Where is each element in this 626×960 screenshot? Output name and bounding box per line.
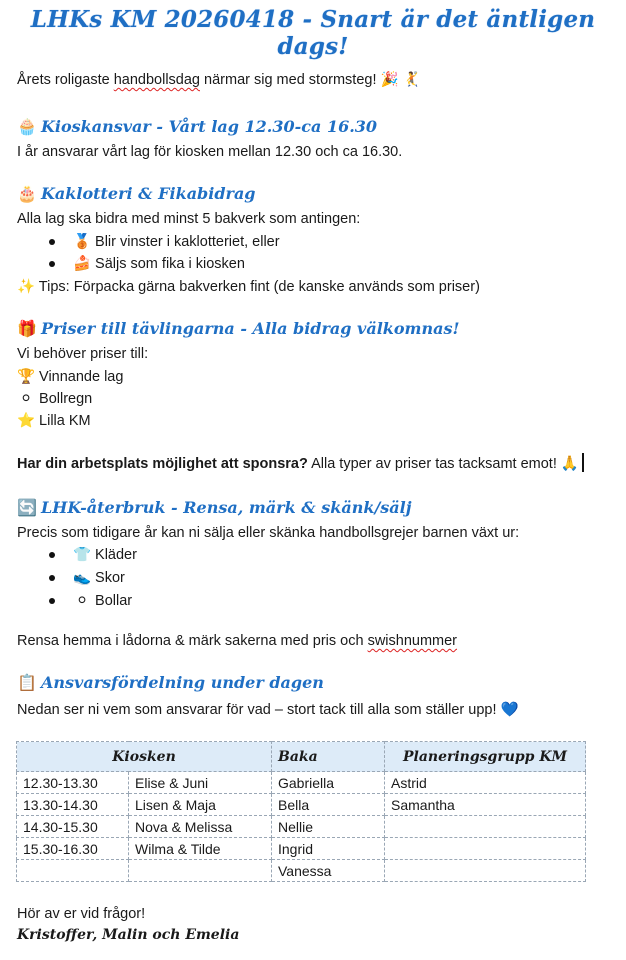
ball-icon: ⚪ (19, 391, 33, 407)
cell-time: 14.30-15.30 (17, 816, 129, 838)
bronze-medal-icon: 🥉 (73, 234, 92, 250)
kiosk-text: I år ansvarar vårt lag för kiosken mellan 12.30 och ca 16.30. (17, 144, 403, 160)
sparkles-icon: ✨ (17, 279, 36, 295)
table-row (17, 838, 586, 860)
recycle-arrows-icon: 🔄 (17, 498, 37, 517)
table-row (17, 772, 586, 794)
shoe-icon: 👟 (73, 570, 92, 586)
trophy-icon: 🏆 (17, 369, 36, 385)
document-title: LHKs KM 20260418 - Snart är det äntligen dags! (30, 6, 596, 60)
star-icon: ⭐ (17, 413, 36, 429)
table-row (17, 860, 586, 882)
table-header-row (17, 742, 586, 772)
list-item: 🍰 Säljs som fika i kiosken (73, 256, 245, 272)
gift-icon: 🎁 (17, 319, 37, 338)
lottery-text: Alla lag ska bidra med minst 5 bakverk som antingen: (17, 211, 361, 227)
bullet-dot (49, 552, 55, 558)
list-item: ⚪ Bollar (73, 591, 132, 611)
footer-text: Hör av er vid frågor! (17, 906, 146, 922)
cell-planning (385, 816, 586, 838)
list-item: 👟 Skor (73, 570, 125, 586)
schedule-table (16, 741, 586, 882)
list-item: ⚪ Bollregn (17, 389, 92, 409)
prizes-heading: 🎁 Priser till tävlingarna - Alla bidrag välkomnas! (17, 319, 460, 338)
tip-text: ✨ Tips: Förpacka gärna bakverken fint (de kanske används som priser) (17, 279, 480, 295)
kiosk-heading: 🧁 Kioskansvar - Vårt lag 12.30-ca 16.30 (17, 117, 378, 136)
cake-icon: 🎂 (17, 184, 37, 203)
cupcake-icon: 🧁 (17, 117, 37, 136)
lottery-heading: 🎂 Kaklotteri & Fikabidrag (17, 184, 256, 203)
ball-icon: ⚪ (75, 593, 89, 609)
reuse-heading: 🔄 LHK-återbruk - Rensa, märk & skänk/sälj (17, 498, 412, 517)
cell-planning: Samantha (385, 794, 586, 816)
cell-time: 15.30-16.30 (17, 838, 129, 860)
cell-planning: Astrid (385, 772, 586, 794)
bullet-dot (49, 598, 55, 604)
cell-bake: Ingrid (272, 838, 385, 860)
tshirt-icon: 👕 (73, 547, 92, 563)
cell-kiosk: Elise & Juni (129, 772, 272, 794)
cell-kiosk: Lisen & Maja (129, 794, 272, 816)
sponsor-text: Har din arbetsplats möjlighet att sponsra? Alla typer av priser tas tacksamt emot! 🙏 (17, 453, 584, 474)
prizes-text: Vi behöver priser till: (17, 346, 149, 362)
clipboard-icon: 📋 (17, 673, 37, 692)
list-item: 👕 Kläder (73, 547, 137, 563)
cell-kiosk (129, 860, 272, 882)
cell-kiosk: Nova & Melissa (129, 816, 272, 838)
cell-bake: Nellie (272, 816, 385, 838)
cell-time: 13.30-14.30 (17, 794, 129, 816)
intro-text: Årets roligaste handbollsdag närmar sig med stormsteg! 🎉 🤾 (17, 72, 421, 88)
reuse-text: Precis som tidigare år kan ni sälja eller skänka handbollsgrejer barnen växt ur: (17, 525, 520, 541)
cake-slice-icon: 🍰 (73, 256, 92, 272)
header-kiosk: Kiosken (17, 742, 272, 772)
table-row (17, 816, 586, 838)
list-item: ⭐ Lilla KM (17, 413, 91, 429)
schedule-text: Nedan ser ni vem som ansvarar för vad – stort tack till alla som ställer upp! 💙 (17, 702, 519, 718)
signature: Kristoffer, Malin och Emelia (17, 927, 240, 943)
bullet-dot (49, 261, 55, 267)
reuse-note: Rensa hemma i lådorna & märk sakerna med pris och swishnummer (17, 633, 458, 649)
header-bake: Baka (272, 742, 385, 772)
cell-kiosk: Wilma & Tilde (129, 838, 272, 860)
cell-bake: Vanessa (272, 860, 385, 882)
bullet-dot (49, 239, 55, 245)
cell-time (17, 860, 129, 882)
cell-time: 12.30-13.30 (17, 772, 129, 794)
cell-bake: Gabriella (272, 772, 385, 794)
cell-planning (385, 838, 586, 860)
cell-bake: Bella (272, 794, 385, 816)
cell-planning (385, 860, 586, 882)
schedule-heading: 📋 Ansvarsfördelning under dagen (17, 673, 324, 692)
table-row (17, 794, 586, 816)
text-cursor (582, 453, 584, 472)
bullet-dot (49, 575, 55, 581)
header-planning: Planeringsgrupp KM (385, 742, 586, 772)
list-item: 🥉 Blir vinster i kaklotteriet, eller (73, 234, 280, 250)
list-item: 🏆 Vinnande lag (17, 369, 124, 385)
